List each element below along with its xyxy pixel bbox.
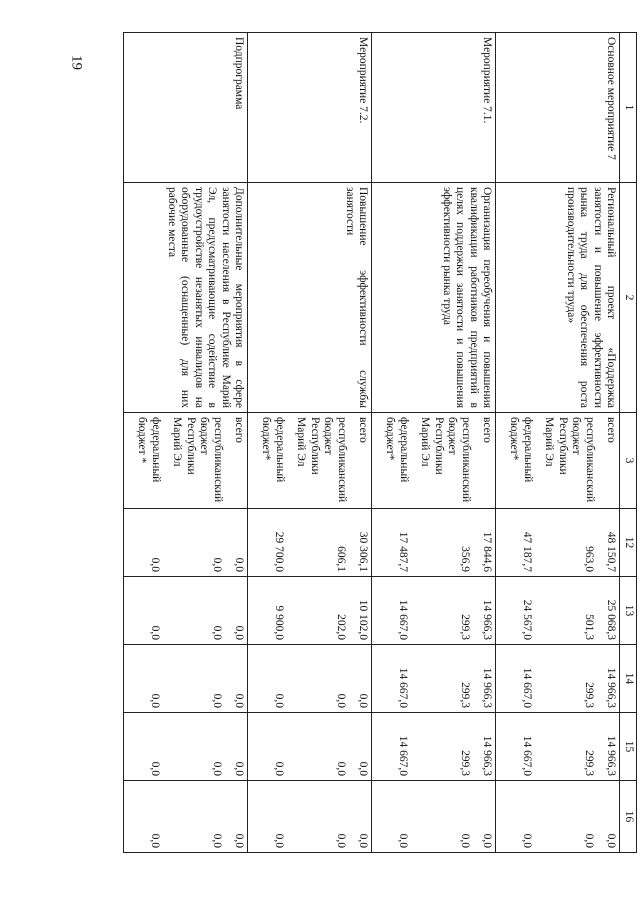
funding-source-label: всего bbox=[357, 417, 370, 443]
funding-source-label: республиканский бюджет Республики Марий Эл bbox=[295, 417, 348, 503]
header-row bbox=[620, 33, 637, 853]
amount-value: 14 966,3 bbox=[481, 599, 494, 640]
amount-cell bbox=[124, 781, 248, 853]
amount-cell bbox=[372, 645, 496, 713]
column-header: 14 bbox=[620, 645, 637, 713]
amount-value: 24 567,0 bbox=[521, 599, 534, 640]
amount-value: 9 900,0 bbox=[273, 605, 286, 640]
amount-cell bbox=[372, 577, 496, 645]
amount-value: 0,0 bbox=[233, 833, 246, 848]
amount-value: 14 667,0 bbox=[521, 667, 534, 708]
amount-value: 0,0 bbox=[233, 761, 246, 776]
amount-value: 14 966,3 bbox=[481, 735, 494, 776]
amount-value: 48 150,7 bbox=[605, 531, 618, 572]
table-row bbox=[372, 33, 496, 853]
amount-cell bbox=[124, 509, 248, 577]
amount-cell bbox=[372, 713, 496, 781]
amount-value: 47 187,7 bbox=[521, 531, 534, 572]
amount-value: 0,0 bbox=[211, 833, 224, 848]
amount-cell bbox=[496, 713, 620, 781]
amount-value: 501,3 bbox=[583, 614, 596, 640]
amount-value: 0,0 bbox=[521, 833, 534, 848]
amount-cell bbox=[248, 645, 372, 713]
landscape-table-container bbox=[112, 32, 637, 872]
amount-value: 299,3 bbox=[459, 682, 472, 708]
funding-source-label: федеральный бюджет* bbox=[260, 417, 286, 483]
amount-value: 0,0 bbox=[273, 693, 286, 708]
funding-source-label: федеральный бюджет* bbox=[384, 417, 410, 483]
amount-value: 17 844,6 bbox=[481, 531, 494, 572]
amount-value: 14 966,3 bbox=[481, 667, 494, 708]
amount-cell bbox=[496, 645, 620, 713]
amount-value: 0,0 bbox=[211, 693, 224, 708]
row-description: Дополнительные мероприятия в сфере занятости населения в Республике Марий Эл, предусматривающие содействие в трудоустройстве незанятых инвалидов на оборудованные (оснащенные) для них рабочие места bbox=[124, 183, 248, 413]
amount-value: 14 667,0 bbox=[521, 735, 534, 776]
amount-value: 0,0 bbox=[335, 833, 348, 848]
amount-cell bbox=[372, 509, 496, 577]
column-header: 13 bbox=[620, 577, 637, 645]
amount-cell bbox=[124, 713, 248, 781]
column-header: 16 bbox=[620, 781, 637, 853]
amount-cell bbox=[496, 781, 620, 853]
funding-sources bbox=[372, 413, 496, 509]
table-row bbox=[496, 33, 620, 853]
amount-cell bbox=[248, 509, 372, 577]
amount-value: 0,0 bbox=[233, 625, 246, 640]
amount-value: 0,0 bbox=[335, 693, 348, 708]
amount-value: 0,0 bbox=[583, 833, 596, 848]
amount-value: 0,0 bbox=[459, 833, 472, 848]
amount-cell bbox=[124, 577, 248, 645]
row-title: Основное мероприятие 7 bbox=[496, 33, 620, 183]
amount-cell bbox=[496, 577, 620, 645]
column-header: 3 bbox=[620, 413, 637, 509]
amount-value: 14 667,0 bbox=[397, 735, 410, 776]
funding-source-label: всего bbox=[605, 417, 618, 443]
amount-value: 14 667,0 bbox=[397, 599, 410, 640]
row-title: Мероприятие 7.1. bbox=[372, 33, 496, 183]
amount-cell bbox=[248, 713, 372, 781]
amount-value: 29 700,0 bbox=[273, 531, 286, 572]
amount-value: 0,0 bbox=[357, 761, 370, 776]
amount-value: 0,0 bbox=[149, 557, 162, 572]
amount-value: 0,0 bbox=[211, 625, 224, 640]
funding-source-label: всего bbox=[233, 417, 246, 443]
row-description: Организация переобучения и повышения квалификации работников предприятий в целях поддержки занятости и повышения эффективности рынка труда bbox=[372, 183, 496, 413]
amount-value: 963,0 bbox=[583, 546, 596, 572]
amount-value: 0,0 bbox=[481, 833, 494, 848]
amount-value: 0,0 bbox=[233, 693, 246, 708]
row-description: Региональный проект «Поддержка занятости и повышение эффективности рынка труда для обеспечения роста производительности труда» bbox=[496, 183, 620, 413]
amount-value: 0,0 bbox=[335, 761, 348, 776]
amount-value: 25 068,3 bbox=[605, 599, 618, 640]
amount-value: 0,0 bbox=[211, 761, 224, 776]
amount-value: 0,0 bbox=[605, 833, 618, 848]
column-header: 12 bbox=[620, 509, 637, 577]
column-header: 1 bbox=[620, 33, 637, 183]
amount-cell bbox=[248, 781, 372, 853]
amount-value: 0,0 bbox=[149, 625, 162, 640]
amount-value: 0,0 bbox=[273, 761, 286, 776]
amount-value: 606,1 bbox=[335, 546, 348, 572]
amount-value: 299,3 bbox=[459, 614, 472, 640]
funding-sources bbox=[496, 413, 620, 509]
amount-value: 0,0 bbox=[149, 693, 162, 708]
amount-value: 0,0 bbox=[149, 761, 162, 776]
amount-cell bbox=[496, 509, 620, 577]
column-header: 15 bbox=[620, 713, 637, 781]
funding-sources bbox=[124, 413, 248, 509]
amount-value: 17 487,7 bbox=[397, 531, 410, 572]
amount-value: 14 966,3 bbox=[605, 667, 618, 708]
amount-value: 0,0 bbox=[397, 833, 410, 848]
page-number: 19 bbox=[68, 55, 85, 70]
funding-source-label: всего bbox=[481, 417, 494, 443]
row-title: Мероприятие 7.2. bbox=[248, 33, 372, 183]
funding-source-label: федеральный бюджет * bbox=[136, 417, 162, 483]
budget-table bbox=[123, 32, 637, 853]
funding-source-label: республиканский бюджет Республики Марий Эл bbox=[171, 417, 224, 503]
amount-cell bbox=[372, 781, 496, 853]
row-title: Подпрограмма bbox=[124, 33, 248, 183]
amount-value: 0,0 bbox=[233, 557, 246, 572]
row-description: Повышение эффективности службы занятости bbox=[248, 183, 372, 413]
column-header: 2 bbox=[620, 183, 637, 413]
table-row bbox=[124, 33, 248, 853]
amount-value: 0,0 bbox=[149, 833, 162, 848]
funding-source-label: республиканский бюджет Республики Марий Эл bbox=[419, 417, 472, 503]
funding-sources bbox=[248, 413, 372, 509]
amount-value: 10 102,0 bbox=[357, 599, 370, 640]
amount-value: 299,3 bbox=[583, 682, 596, 708]
funding-source-label: федеральный бюджет* bbox=[508, 417, 534, 483]
amount-value: 0,0 bbox=[273, 833, 286, 848]
amount-value: 299,3 bbox=[459, 750, 472, 776]
amount-value: 0,0 bbox=[357, 833, 370, 848]
amount-value: 14 667,0 bbox=[397, 667, 410, 708]
amount-value: 0,0 bbox=[357, 693, 370, 708]
amount-value: 30 306,1 bbox=[357, 531, 370, 572]
amount-value: 14 966,3 bbox=[605, 735, 618, 776]
amount-cell bbox=[248, 577, 372, 645]
amount-value: 299,3 bbox=[583, 750, 596, 776]
table-row bbox=[248, 33, 372, 853]
amount-value: 202,0 bbox=[335, 614, 348, 640]
amount-value: 356,9 bbox=[459, 546, 472, 572]
amount-value: 0,0 bbox=[211, 557, 224, 572]
table-body bbox=[124, 33, 620, 853]
funding-source-label: республиканский бюджет Республики Марий Эл bbox=[543, 417, 596, 503]
amount-cell bbox=[124, 645, 248, 713]
